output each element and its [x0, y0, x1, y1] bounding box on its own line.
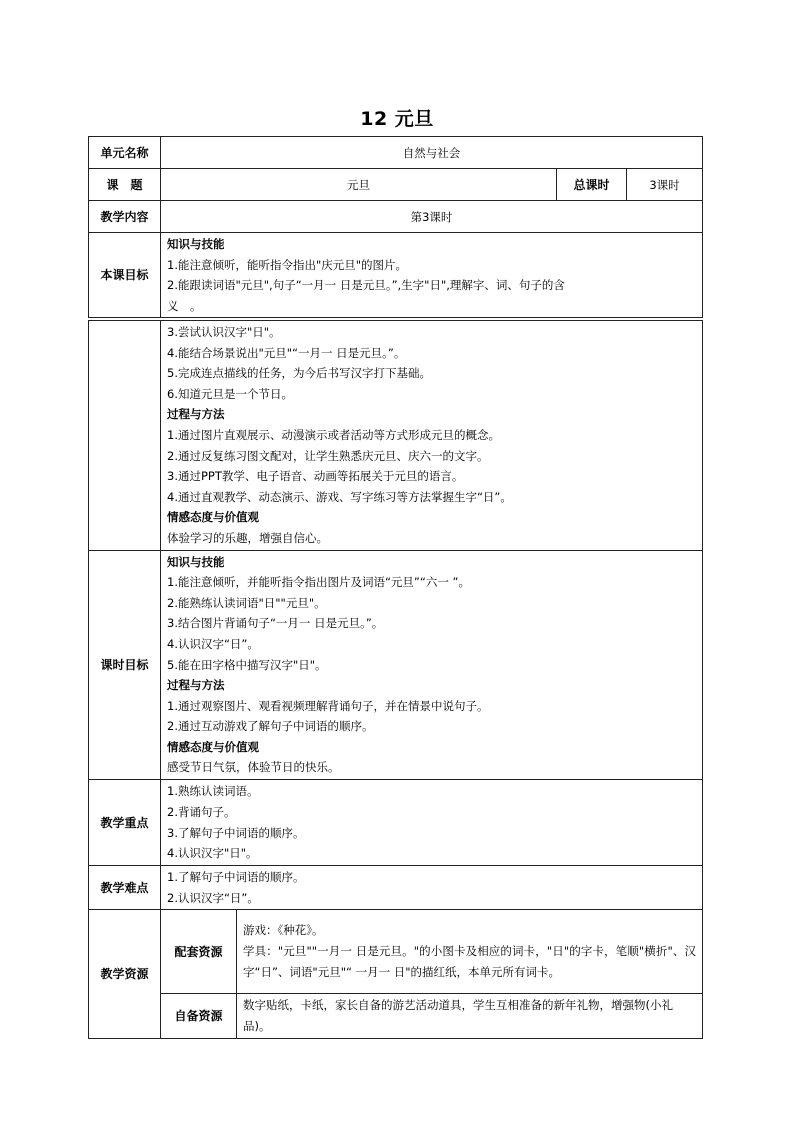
goal-line: 2.通过反复练习图文配对，让学生熟悉庆元旦、庆六一的文字。: [167, 448, 489, 463]
goal-line: 1.通过图片直观展示、动漫演示或者活动等方式形成元旦的概念。: [167, 427, 500, 442]
goal-line: 6.知道元旦是一个节日。: [167, 386, 293, 401]
content-label: 教学内容: [89, 201, 161, 233]
total-hours-value: 3课时: [627, 169, 703, 201]
row-difficulties: [89, 866, 703, 910]
key-points-content: [161, 780, 703, 866]
page-title: 12 元旦: [360, 108, 434, 130]
difficulty-line: 2.认识汉字“日”。: [167, 890, 259, 905]
period-goals-content: [161, 550, 703, 780]
goal-line: 4.认识汉字“日”。: [167, 636, 259, 651]
difficulties-content: [161, 866, 703, 910]
goal-line: 感受节日气氛，体验节日的快乐。: [167, 760, 340, 775]
self-resources-text: 数字贴纸，卡纸，家长自备的游艺活动道具，学生互相准备的新年礼物，增强物(小礼品)。: [237, 994, 703, 1039]
lesson-table-bottom: [88, 320, 703, 1039]
row-resources-self: [89, 994, 703, 1039]
row-topic: [89, 169, 703, 201]
goal-line: 义 。: [167, 298, 202, 313]
content-value: 第3课时: [161, 201, 703, 233]
goal-line: 2.能跟读词语"元旦",句子“一月一 日是元旦。”,生字"日",理解字、词、句子的含: [167, 278, 565, 293]
key-points-label: 教学重点: [89, 780, 161, 866]
section-heading: 知识与技能: [167, 237, 225, 251]
period-goals-label: 课时目标: [89, 550, 161, 780]
row-period-goals: [89, 550, 703, 780]
difficulties-label: 教学难点: [89, 866, 161, 910]
row-resources-matching: [89, 910, 703, 994]
section-heading: 知识与技能: [167, 554, 225, 569]
lesson-goals-part2: [161, 321, 703, 551]
goal-line: 5.完成连点描线的任务，为今后书写汉字打下基础。: [167, 366, 431, 381]
goal-line: 4.能结合场景说出"元旦"“一月一 日是元旦。”。: [167, 345, 406, 360]
key-point-line: 3.了解句子中词语的顺序。: [167, 825, 305, 840]
unit-label: 单元名称: [89, 137, 161, 169]
goal-line: 体验学习的乐趣，增强自信心。: [167, 530, 328, 545]
lesson-goals-label: 本课目标: [89, 233, 161, 318]
lesson-goals-part1: [161, 233, 703, 318]
goal-line: 3.结合图片背诵句子“一月一 日是元旦。”。: [167, 616, 384, 631]
difficulty-line: 1.了解句子中词语的顺序。: [167, 870, 305, 885]
goal-line: 2.通过互动游戏了解句子中词语的顺序。: [167, 719, 374, 734]
goal-line: 1.能注意倾听，并能听指令指出图片及词语“元旦”“六一 ”。: [167, 575, 470, 590]
row-unit: [89, 137, 703, 169]
unit-value: 自然与社会: [161, 137, 703, 169]
goal-line: 2.能熟练认读词语"日""元旦"。: [167, 595, 326, 610]
row-content: [89, 201, 703, 233]
goal-line: 4.通过直观教学、动态演示、游戏、写字练习等方法掌握生字“日”。: [167, 489, 512, 504]
section-heading: 情感态度与价值观: [167, 510, 259, 525]
key-point-line: 2.背诵句子。: [167, 804, 236, 819]
topic-value: 元旦: [161, 169, 557, 201]
goal-line: 3.通过PPT教学、电子语音、动画等拓展关于元旦的语言。: [167, 469, 464, 484]
goal-line: 5.能在田字格中描写汉字"日"。: [167, 657, 327, 672]
row-lesson-goals: [89, 233, 703, 318]
goal-line: 1.能注意倾听，能听指令指出"庆元旦"的图片。: [167, 257, 408, 272]
key-point-line: 1.熟练认读词语。: [167, 784, 259, 799]
goal-line: 3.尝试认识汉字"日"。: [167, 325, 281, 339]
resources-label: 教学资源: [89, 910, 161, 1039]
topic-label: 课 题: [89, 169, 161, 201]
row-key-points: [89, 780, 703, 866]
section-heading: 过程与方法: [167, 678, 225, 693]
goal-line: 1.通过观察图片、观看视频理解背诵句子，并在情景中说句子。: [167, 698, 489, 713]
total-hours-label: 总课时: [557, 169, 627, 201]
section-heading: 过程与方法: [167, 407, 225, 422]
lesson-goals-label-empty: [89, 321, 161, 551]
key-point-line: 4.认识汉字"日"。: [167, 846, 258, 861]
lesson-table-top: [88, 136, 703, 318]
row-lesson-goals-cont: [89, 321, 703, 551]
matching-resources-label: 配套资源: [161, 910, 237, 994]
self-resources-label: 自备资源: [161, 994, 237, 1039]
section-heading: 情感态度与价值观: [167, 739, 259, 754]
matching-resources-text: 游戏：《种花》。 学具："元旦""一月一 日是元旦。"的小图卡及相应的词卡，"日"的字卡，笔顺"横折"、汉字“日”、词语"元旦"“ 一月一 日"的描红纸，本单元所有词卡。: [237, 910, 703, 994]
